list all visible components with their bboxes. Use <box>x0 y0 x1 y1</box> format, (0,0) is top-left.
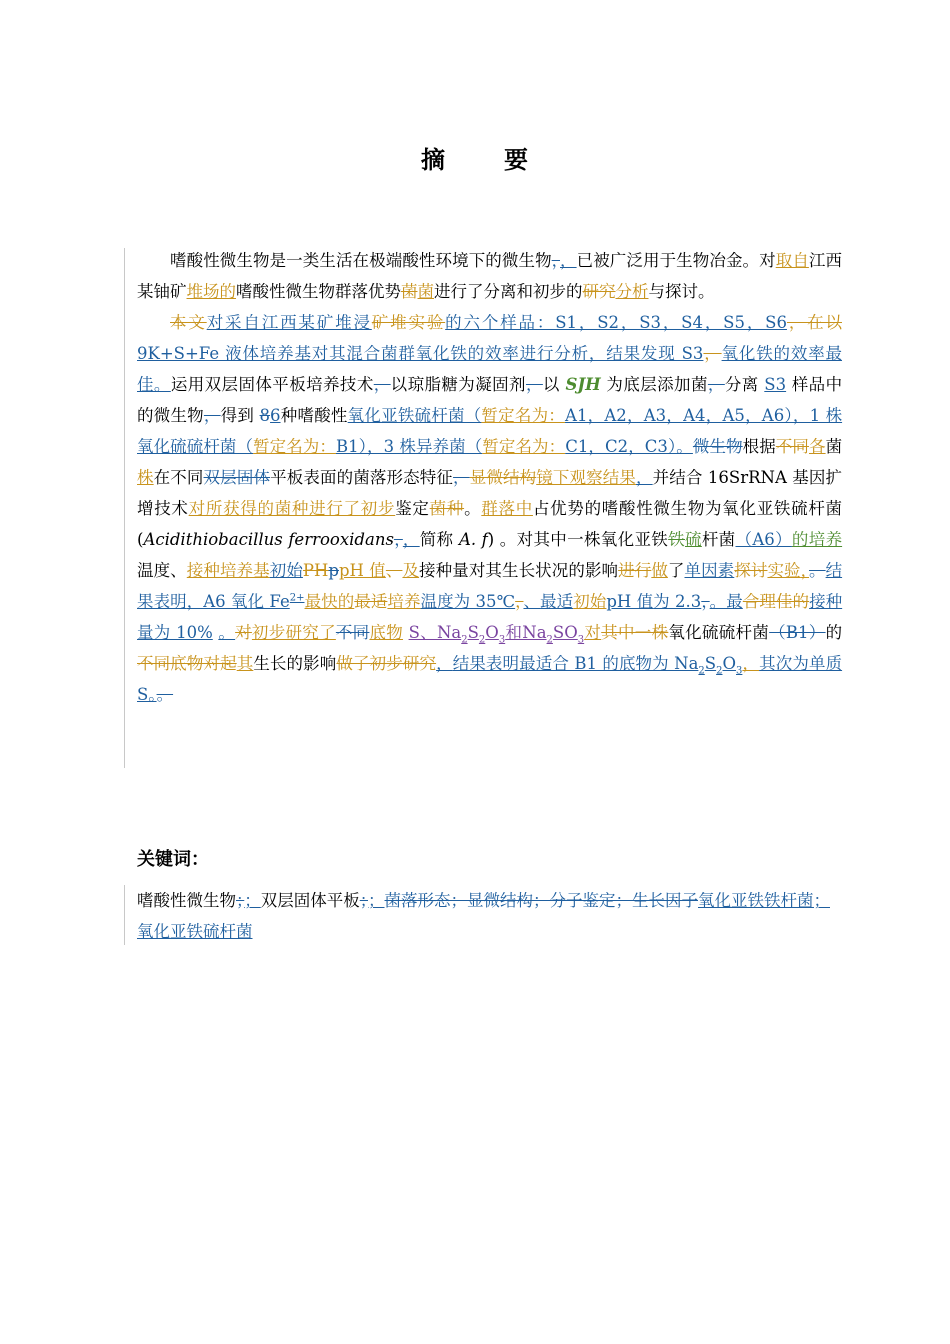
inserted-run: 最快的 <box>304 592 355 611</box>
inserted-run: pH 值 <box>606 592 654 611</box>
deleted-run: 不同底物对起 <box>137 654 237 673</box>
deleted-run: 合理佳的 <box>742 592 810 611</box>
inserted-run: 株 <box>137 468 154 487</box>
inserted-run: S、Na <box>408 623 462 642</box>
deleted-run: 不同 <box>775 437 809 456</box>
inserted-run: 其 <box>236 654 254 673</box>
inserted-run: ， <box>742 654 760 673</box>
inserted-run: 暂定名为： <box>481 406 566 425</box>
inserted-run: ； <box>244 891 261 910</box>
superscript: 2+ <box>289 592 305 604</box>
keywords-body <box>137 885 842 947</box>
text-run: 接种量对其生长状况的影响 <box>419 561 619 580</box>
inserted-run: 氧化亚铁硫杆菌（ <box>347 406 482 425</box>
subscript: 2 <box>698 665 705 677</box>
inserted-run: pH 值 <box>338 561 386 580</box>
deleted-run: 菌种 <box>429 499 465 518</box>
text-run: 鉴定 <box>395 499 430 518</box>
inserted-run: 。最 <box>709 592 743 611</box>
deleted-run: ， <box>393 530 403 549</box>
text-run: 江西某铀矿 <box>137 251 842 301</box>
text-run: 根据 <box>742 437 776 456</box>
revision-bar-keywords <box>124 885 125 945</box>
inserted-run: 及 <box>402 561 420 580</box>
text-run: ) 。对其中一株氧化亚铁 <box>487 530 669 549</box>
deleted-run: ； <box>359 891 368 910</box>
deleted-run: 菌 <box>401 282 418 301</box>
deleted-run: 8 <box>259 406 271 425</box>
inserted-run: 的培养 <box>791 530 843 549</box>
inserted-run: （A6） <box>735 530 792 549</box>
deleted-run: 本文 <box>170 313 207 332</box>
inserted-run: 暂定名为： <box>253 437 336 456</box>
inserted-run: S3 <box>764 375 787 394</box>
deleted-run: ； <box>236 891 245 910</box>
inserted-run: ， <box>436 654 453 673</box>
deleted-run: 对 <box>235 623 252 642</box>
deleted-run: ， <box>373 375 391 394</box>
subscript: 3 <box>498 634 506 646</box>
text-run: 进行了分离和初步的 <box>434 282 583 301</box>
species-abbrev: A. f <box>458 530 488 549</box>
inserted-run: 对 <box>584 623 602 642</box>
deleted-run: ， <box>551 251 560 270</box>
inserted-run: 初始 <box>269 561 303 580</box>
inserted-run: 温度为 35℃ <box>420 592 516 611</box>
deleted-run: ， <box>203 406 221 425</box>
inserted-run: 分析 <box>615 282 649 301</box>
text-run: 样品中的微生物 <box>137 375 843 425</box>
deleted-run: 。 <box>809 561 826 580</box>
deleted-run: 矿堆实验 <box>371 313 446 332</box>
inserted-run: 堆场的 <box>186 282 236 301</box>
inserted-run: 硫 <box>684 530 702 549</box>
inserted-run: 9K+S+Fe 液体培养基对其混合菌群氧化铁的效率进行分析，结果发现 S3 <box>137 344 704 363</box>
subscript: 3 <box>577 634 585 646</box>
inserted-run: 单因素 <box>684 561 735 580</box>
text-run: 。 <box>464 499 482 518</box>
text-run: 生长的影响 <box>253 654 337 673</box>
inserted-run: C1，C2，C3）。 <box>565 437 693 456</box>
deleted-run: 。 <box>156 685 174 704</box>
inserted-run: 氧化铁的效率最佳。 <box>137 344 843 394</box>
inserted-run: 和Na <box>505 623 547 642</box>
inserted-run: 的六个样品：S1，S2，S3，S4，S5，S6 <box>445 313 787 332</box>
inserted-run: 各 <box>809 437 826 456</box>
inserted-run: S <box>467 623 479 642</box>
text-run: 已被广泛用于生物冶金。对 <box>576 251 776 270</box>
text-run: 分离 <box>724 375 759 394</box>
text-run: 与探讨。 <box>648 282 715 301</box>
inserted-run: 菌 <box>417 282 434 301</box>
text-run: 嗜酸性微生物是一类生活在极端酸性环境下的微生物 <box>170 251 552 270</box>
text-run: 在不同 <box>153 468 204 487</box>
inserted-run: 培养 <box>387 592 421 611</box>
deleted-run: ， <box>453 468 470 487</box>
deleted-run: ，在以 <box>786 313 842 332</box>
inserted-run: 初步研究了 <box>251 623 336 642</box>
inserted-run: 实验 <box>767 561 801 580</box>
inserted-run: 其次为单质 S。 <box>137 654 843 704</box>
subscript: 2 <box>478 634 486 646</box>
deleted-run: 、 <box>385 561 403 580</box>
inserted-run: O <box>722 654 737 673</box>
deleted-run: 微生物 <box>692 437 743 456</box>
deleted-run: ， <box>703 344 722 363</box>
deleted-run: 其中一株 <box>601 623 669 642</box>
text-run: 嗜酸性微生物群落优势 <box>236 282 401 301</box>
text-run: 以琼脂糖为凝固剂 <box>390 375 526 394</box>
inserted-run: 暂定名为： <box>482 437 566 456</box>
text-run: 占优势的嗜酸性微生物为氧化亚铁硫杆菌 ( <box>137 499 843 549</box>
deleted-run: 做了初步研究 <box>336 654 437 673</box>
revision-bar-abstract <box>124 248 125 768</box>
deleted-run: 进行 <box>618 561 652 580</box>
inserted-run: 对所获得的菌种进行了初步 <box>188 499 396 518</box>
inserted-run: B1），3 株异养菌（ <box>335 437 483 456</box>
text-run: 平板表面的菌落形态特征 <box>270 468 454 487</box>
inserted-run: ， <box>800 561 809 580</box>
inserted-run: O <box>485 623 499 642</box>
deleted-run: （B1） <box>769 623 826 642</box>
subscript: 2 <box>716 665 723 677</box>
text-run: 并结合 16SrRNA 基因扩增技术 <box>137 468 843 518</box>
deleted-run: PH <box>302 561 329 580</box>
text-run: 了 <box>667 561 685 580</box>
inserted-run: 接种量为 10% <box>137 592 843 642</box>
inserted-run: 氧化亚铁铁杆菌；氧化亚铁硫杆菌 <box>137 891 830 941</box>
inserted-run: ， <box>560 251 577 270</box>
deleted-run: 铁 <box>668 530 685 549</box>
inserted-run: 。 <box>218 623 236 642</box>
deleted-run: ， <box>701 592 710 611</box>
deleted-run: ， <box>707 375 725 394</box>
abstract-paragraph-2 <box>137 307 842 710</box>
text-run: 菌 <box>825 437 843 456</box>
page-title <box>0 140 950 175</box>
inserted-run: 结果表明最适合 B1 的底物为 Na <box>452 654 699 673</box>
text-run: 氧化硫硫杆菌 <box>668 623 770 642</box>
abstract-paragraph-1 <box>137 245 842 307</box>
title-char-2: 要 <box>504 146 529 174</box>
subscript: 2 <box>461 634 468 646</box>
deleted-run: 菌落形态；显微结构；分子鉴定；生长因子 <box>384 891 698 910</box>
deleted-run: p <box>328 561 339 580</box>
deleted-run: ， <box>525 375 543 394</box>
inserted-run: 6 <box>270 406 281 425</box>
inserted-run: 镜下观察结果 <box>536 468 637 487</box>
inserted-run: 对采自江西某矿堆浸 <box>206 313 372 332</box>
inserted-run: S <box>704 654 717 673</box>
deleted-run: 显微结构 <box>469 468 537 487</box>
inserted-run: 底物 <box>369 623 404 642</box>
inserted-run: ； <box>368 891 385 910</box>
inserted-run: 初始 <box>573 592 607 611</box>
text-run: 种嗜酸性 <box>280 406 348 425</box>
deleted-run: ， <box>515 592 524 611</box>
text-run: 以 <box>542 375 560 394</box>
subscript: 2 <box>546 634 553 646</box>
title-char-1: 摘 <box>421 146 446 174</box>
inserted-run: SO <box>552 623 578 642</box>
text-run: 得到 <box>220 406 255 425</box>
inserted-run: 、 <box>523 592 541 611</box>
keyword: 双层固体平板 <box>260 891 360 910</box>
text-run: 简称 <box>419 530 454 549</box>
inserted-run: 结果表明 <box>137 561 843 611</box>
deleted-run: 双层固体 <box>203 468 271 487</box>
inserted-run: ， <box>636 468 653 487</box>
text-run: 的 <box>825 623 843 642</box>
inserted-run: 接种培养基 <box>186 561 270 580</box>
inserted-run: 取自 <box>775 251 809 270</box>
inserted-run: 群落中 <box>481 499 533 518</box>
species-name: Acidithiobacillus ferrooxidans <box>143 530 394 549</box>
text-run: 杆菌 <box>701 530 736 549</box>
text-run: 温度、 <box>137 561 187 580</box>
text-run: 运用双层固体平板培养技术 <box>170 375 374 394</box>
subscript: 3 <box>736 665 743 677</box>
deleted-run: 不同 <box>335 623 370 642</box>
inserted-run: 为 2.3 <box>653 592 702 611</box>
deleted-run: 最适 <box>354 592 388 611</box>
inserted-run: ，A6 氧化 Fe <box>186 592 290 611</box>
inserted-run: A1，A2，A3，A4，A5，A6），1 株氧化硫硫杆菌（ <box>137 406 843 456</box>
inserted-run: 最适 <box>540 592 574 611</box>
inserted-run: ， <box>402 530 420 549</box>
keywords-title: 关键词： <box>137 849 209 870</box>
deleted-run: 研究 <box>582 282 616 301</box>
text-run: 为底层添加菌 <box>606 375 708 394</box>
abstract-body <box>137 245 842 710</box>
inserted-run: 做 <box>651 561 668 580</box>
medium-name: SJH <box>565 375 601 394</box>
keyword: 嗜酸性微生物 <box>137 891 236 910</box>
deleted-run: 探讨 <box>734 561 768 580</box>
